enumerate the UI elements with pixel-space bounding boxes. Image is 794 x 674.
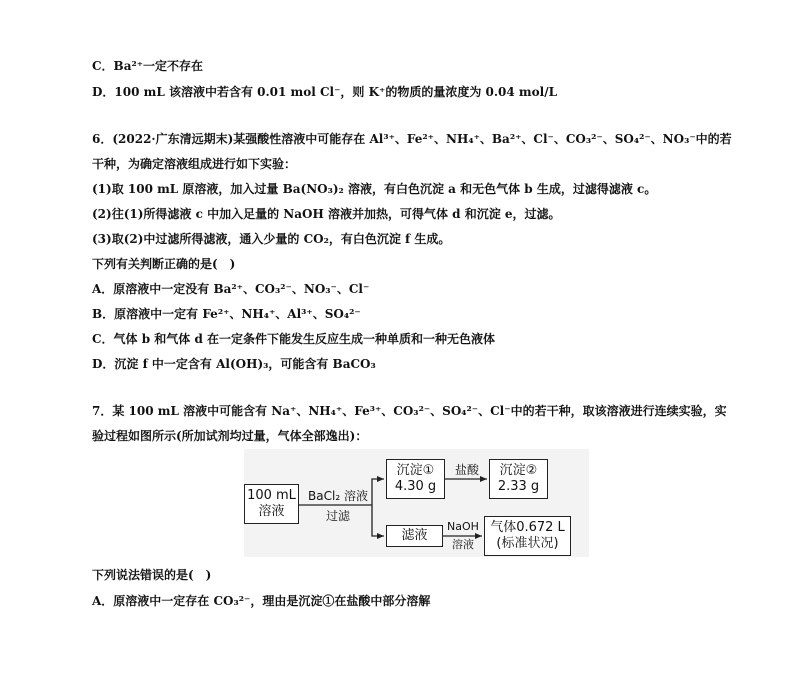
q6-option-d: D．沉淀 f 中一定含有 Al(OH)₃，可能含有 BaCO₃ xyxy=(92,357,376,371)
q7-stem-line2: 验过程如图所示(所加试剂均过量，气体全部逸出)： xyxy=(92,429,368,443)
reagent2-line1: NaOH xyxy=(447,520,479,533)
q7-question: 下列说法错误的是( ) xyxy=(92,568,212,582)
acid-label: 盐酸 xyxy=(454,463,479,477)
q6-stem-line1: 6．(2022·广东清远期末)某强酸性溶液中可能存在 Al³⁺、Fe²⁺、NH₄⁺、Ba²⁺、Cl⁻、CO₃²⁻、SO₄²⁻、NO₃⁻中的若 xyxy=(92,132,732,146)
q7-stem-line1: 7．某 100 mL 溶液中可能含有 Na⁺、NH₄⁺、Fe³⁺、CO₃²⁻、SO₄²⁻、Cl⁻中的若干种，取该溶液进行连续实验，实 xyxy=(92,404,727,418)
q6-step3: (3)取(2)中过滤所得滤液，通入少量的 CO₂，有白色沉淀 f 生成。 xyxy=(92,232,451,246)
q6-step1: (1)取 100 mL 原溶液，加入过量 Ba(NO₃)₂ 溶液，有白色沉淀 a 和无色气体 b 生成，过滤得滤液 c。 xyxy=(92,182,657,196)
gas-line2: (标准状况) xyxy=(496,536,559,551)
experiment-flow-diagram xyxy=(244,449,589,557)
ppt1-line2: 4.30 g xyxy=(394,479,437,494)
filtrate-label: 滤液 xyxy=(401,528,428,543)
filtrate-box xyxy=(386,525,443,547)
start-solution-box xyxy=(244,484,299,524)
q7-option-a: A．原溶液中一定存在 CO₃²⁻，理由是沉淀①在盐酸中部分溶解 xyxy=(92,594,431,608)
reagent2-line2: 溶液 xyxy=(452,538,474,551)
gas-box xyxy=(484,516,571,556)
precipitate2-box xyxy=(489,459,548,499)
q6-option-c: C．气体 b 和气体 d 在一定条件下能发生反应生成一种单质和一种无色液体 xyxy=(92,332,496,346)
start-line1: 100 mL xyxy=(247,488,296,503)
precipitate1-box xyxy=(386,459,445,499)
reagent1-label: BaCl₂ 溶液 xyxy=(308,489,368,503)
q6-stem-line2: 干种，为确定溶液组成进行如下实验： xyxy=(92,157,297,171)
q6-option-a: A．原溶液中一定没有 Ba²⁺、CO₃²⁻、NO₃⁻、Cl⁻ xyxy=(92,282,370,296)
ppt2-line1: 沉淀② xyxy=(499,463,538,478)
start-line2: 溶液 xyxy=(258,504,285,519)
q6-option-b: B．原溶液中一定有 Fe²⁺、NH₄⁺、Al³⁺、SO₄²⁻ xyxy=(92,307,361,321)
q6-question: 下列有关判断正确的是( ) xyxy=(92,257,236,271)
q6-step2: (2)往(1)所得滤液 c 中加入足量的 NaOH 溶液并加热，可得气体 d 和沉淀 e，过滤。 xyxy=(92,207,561,221)
step1-operation-label: 过滤 xyxy=(325,509,350,523)
option-d-prev: D．100 mL 该溶液中若含有 0.01 mol Cl⁻，则 K⁺的物质的量浓度为 0.04 mol/L xyxy=(92,85,558,99)
ppt2-line2: 2.33 g xyxy=(497,479,540,494)
gas-line1: 气体0.672 L xyxy=(490,520,565,535)
option-c-prev: C．Ba²⁺一定不存在 xyxy=(92,59,204,73)
ppt1-line1: 沉淀① xyxy=(396,463,435,478)
